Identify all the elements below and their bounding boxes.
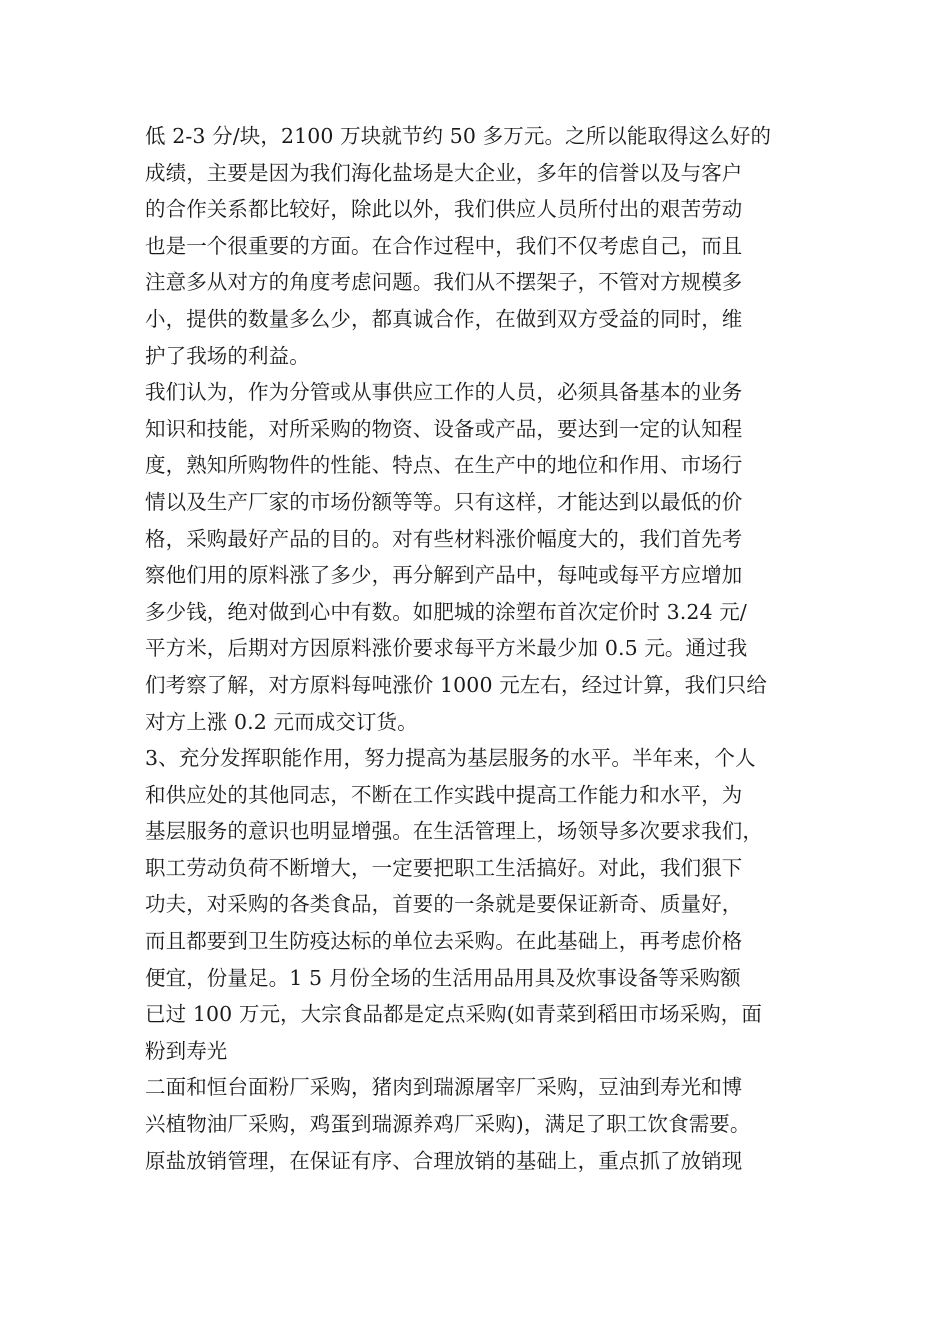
text-line: 的合作关系都比较好，除此以外，我们供应人员所付出的艰苦劳动 — [145, 197, 743, 222]
text-line: 也是一个很重要的方面。在合作过程中，我们不仅考虑自己，而且 — [145, 233, 743, 258]
text-line: 们考察了解，对方原料每吨涨价 1000 元左右，经过计算，我们只给 — [145, 672, 768, 697]
document-body — [145, 118, 815, 1179]
text-line: 二面和恒台面粉厂采购，猪肉到瑞源屠宰厂采购，豆油到寿光和博 — [145, 1075, 743, 1100]
text-line: 小，提供的数量多么少，都真诚合作，在做到双方受益的同时，维 — [145, 306, 743, 331]
text-line: 低 2-3 分/块，2100 万块就节约 50 多万元。之所以能取得这么好的 — [145, 124, 772, 148]
text-line: 兴植物油厂采购，鸡蛋到瑞源养鸡厂采购)，满足了职工饮食需要。 — [145, 1112, 751, 1137]
text-line: 成绩，主要是因为我们海化盐场是大企业，多年的信誉以及与客户 — [145, 160, 743, 185]
text-line: 粉到寿光 — [145, 1038, 228, 1063]
text-line: 护了我场的利益。 — [145, 343, 310, 368]
text-line: 度，熟知所购物件的性能、特点、在生产中的地位和作用、市场行 — [145, 453, 743, 478]
text-line: 便宜，份量足。1 5 月份全场的生活用品用具及炊事设备等采购额 — [145, 965, 741, 990]
text-line: 对方上涨 0.2 元而成交订货。 — [145, 709, 418, 734]
text-line: 知识和技能，对所采购的物资、设备或产品，要达到一定的认知程 — [145, 416, 743, 441]
text-line: 平方米，后期对方因原料涨价要求每平方米最少加 0.5 元。通过我 — [145, 636, 748, 661]
text-line: 基层服务的意识也明显增强。在生活管理上，场领导多次要求我们， — [145, 819, 763, 844]
text-line: 多少钱，绝对做到心中有数。如肥城的涂塑布首次定价时 3.24 元/ — [145, 599, 747, 624]
text-line: 功夫，对采购的各类食品，首要的一条就是要保证新奇、质量好， — [145, 892, 743, 917]
text-line: 3、充分发挥职能作用，努力提高为基层服务的水平。半年来，个人 — [145, 746, 756, 771]
text-line: 格，采购最好产品的目的。对有些材料涨价幅度大的，我们首先考 — [145, 526, 743, 551]
text-line: 而且都要到卫生防疫达标的单位去采购。在此基础上，再考虑价格 — [145, 929, 743, 954]
text-line: 察他们用的原料涨了多少，再分解到产品中，每吨或每平方应增加 — [145, 563, 743, 588]
text-line: 和供应处的其他同志，不断在工作实践中提高工作能力和水平，为 — [145, 782, 743, 807]
text-line: 我们认为，作为分管或从事供应工作的人员，必须具备基本的业务 — [145, 380, 743, 405]
text-line: 原盐放销管理，在保证有序、合理放销的基础上，重点抓了放销现 — [145, 1148, 743, 1173]
text-line: 注意多从对方的角度考虑问题。我们从不摆架子，不管对方规模多 — [145, 270, 743, 295]
text-line: 已过 100 万元，大宗食品都是定点采购(如青菜到稻田市场采购，面 — [145, 1002, 762, 1027]
text-line: 职工劳动负荷不断增大，一定要把职工生活搞好。对此，我们狠下 — [145, 855, 743, 880]
text-line: 情以及生产厂家的市场份额等等。只有这样，才能达到以最低的价 — [145, 489, 743, 514]
